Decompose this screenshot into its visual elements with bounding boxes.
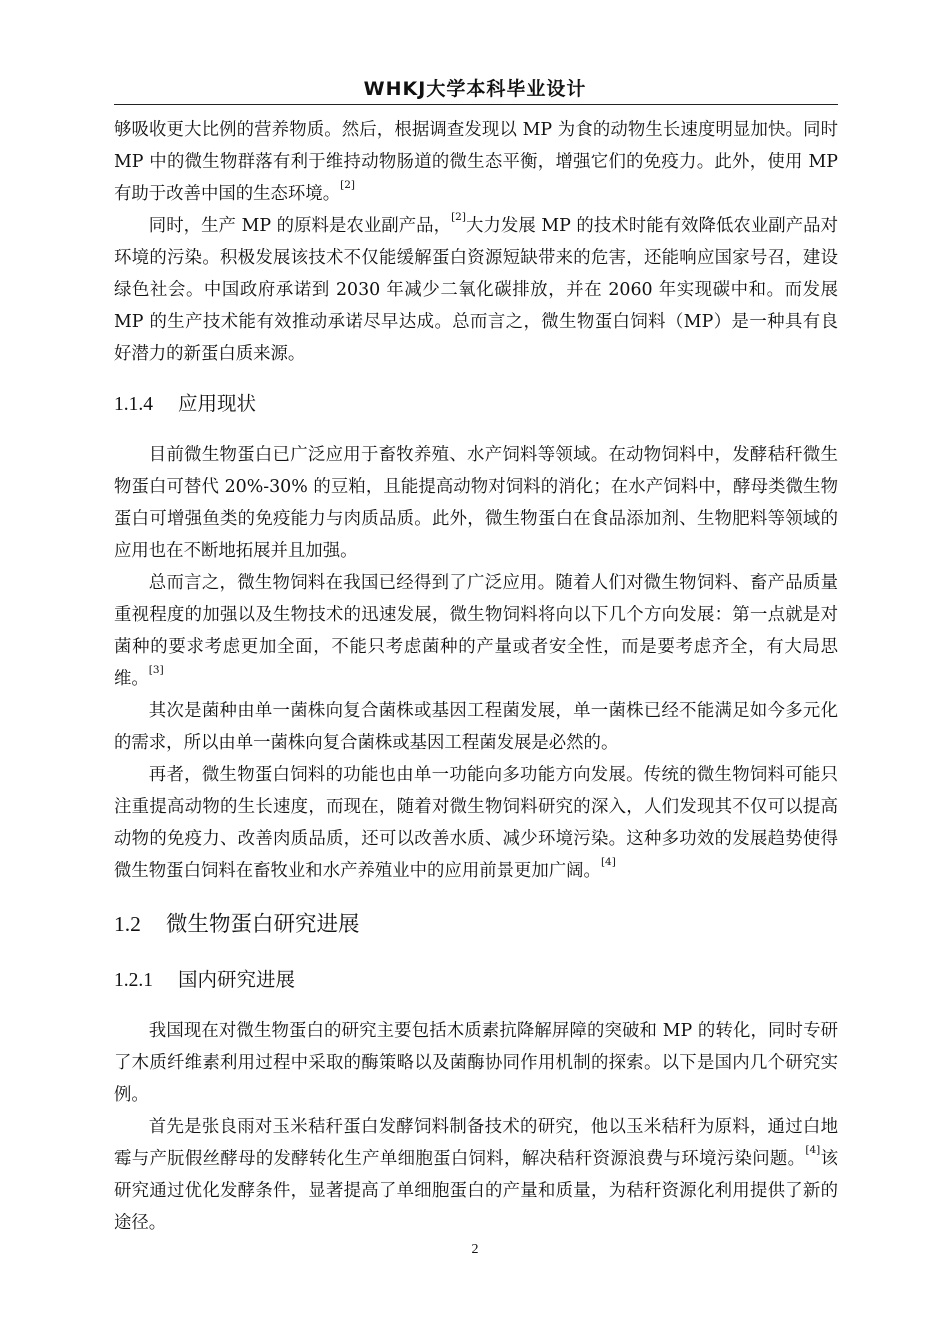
section-heading-1-1-4 [114,392,838,417]
paragraph-8-text-a: 首先是张良雨对玉米秸秆蛋白发酵饲料制备技术的研究，他以玉米秸秆为原料，通过白地霉与产朊假丝酵母的发酵转化生产单细胞蛋白饲料，解决秸秆资源浪费与环境污染问题。 [114,1117,838,1169]
paragraph-8-text-b: 该研究通过优化发酵条件，显著提高了单细胞蛋白的产量和质量，为秸秆资源化利用提供了新的途径。 [114,1149,838,1233]
paragraph-2 [114,210,838,370]
paragraph-7 [114,1015,838,1111]
citation-ref: [2] [340,179,355,191]
section-number: 1.2.1 [114,970,153,991]
section-title: 应用现状 [178,392,257,415]
paragraph-7-text: 我国现在对微生物蛋白的研究主要包括木质素抗降解屏障的突破和 MP 的转化，同时专研了木质纤维素利用过程中采取的酶策略以及菌酶协同作用机制的探索。以下是国内几个研究实例。 [114,1021,838,1105]
paragraph-3 [114,439,838,567]
citation-ref: [4] [805,1144,821,1156]
page-header: WHKJ大学本科毕业设计 [363,78,587,100]
section-heading-1-2 [114,911,838,938]
paragraph-5-text: 其次是菌种由单一菌株向复合菌株或基因工程菌发展，单一菌株已经不能满足如今多元化的需求，所以由单一菌株向复合菌株或基因工程菌发展是必然的。 [114,701,838,753]
section-number: 1.2 [114,912,141,936]
citation-ref: [2] [451,211,466,223]
citation-ref: [3] [148,664,164,676]
section-heading-1-2-1 [114,968,838,993]
section-title: 微生物蛋白研究进展 [166,912,360,937]
paragraph-3-text: 目前微生物蛋白已广泛应用于畜牧养殖、水产饲料等领域。在动物饲料中，发酵秸秆微生物蛋白可替代 20%-30% 的豆粕，且能提高动物对饲料的消化；在水产饲料中，酵母类微生物蛋白可增强鱼类的免疫能力与肉质品质。此外，微生物蛋白在食品添加剂、生物肥料等领域的应用也在不断地拓展并且加强。 [114,445,838,561]
header-rule [114,104,838,105]
section-number: 1.1.4 [114,394,153,415]
paragraph-1-text: 够吸收更大比例的营养物质。然后，根据调查发现以 MP 为食的动物生长速度明显加快。同时 MP 中的微生物群落有利于维持动物肠道的微生态平衡，增强它们的免疫力。此外，使用 MP 有助于改善中国的生态环境。 [114,120,838,204]
paragraph-2-text-b: 大力发展 MP 的技术时能有效降低农业副产品对环境的污染。积极发展该技术不仅能缓解蛋白资源短缺带来的危害，还能响应国家号召，建设绿色社会。中国政府承诺到 2030 年减少二氧化碳排放，并在 2060 年实现碳中和。而发展 MP 的生产技术能有效推动承诺尽早达成。总而言之，微生物蛋白饲料（MP）是一种具有良好潜力的新蛋白质来源。 [114,216,838,364]
page-body [114,114,838,1239]
paragraph-6-text: 再者，微生物蛋白饲料的功能也由单一功能向多功能方向发展。传统的微生物饲料可能只注重提高动物的生长速度，而现在，随着对微生物饲料研究的深入，人们发现其不仅可以提高动物的免疫力、改善肉质品质，还可以改善水质、减少环境污染。这种多功效的发展趋势使得微生物蛋白饲料在畜牧业和水产养殖业中的应用前景更加广阔。 [114,765,838,881]
section-title: 国内研究进展 [178,968,296,991]
paragraph-8 [114,1111,838,1239]
paragraph-2-text-a: 同时，生产 MP 的原料是农业副产品， [148,216,452,236]
paragraph-1 [114,114,838,210]
paragraph-4-text: 总而言之，微生物饲料在我国已经得到了广泛应用。随着人们对微生物饲料、畜产品质量重视程度的加强以及生物技术的迅速发展，微生物饲料将向以下几个方向发展：第一点就是对菌种的要求考虑更加全面，不能只考虑菌种的产量或者安全性，而是要考虑齐全，有大局思维。 [114,573,838,689]
page-number: 2 [471,1242,479,1257]
citation-ref: [4] [600,856,616,868]
paragraph-5 [114,695,838,759]
paragraph-6 [114,759,838,887]
paragraph-4 [114,567,838,695]
